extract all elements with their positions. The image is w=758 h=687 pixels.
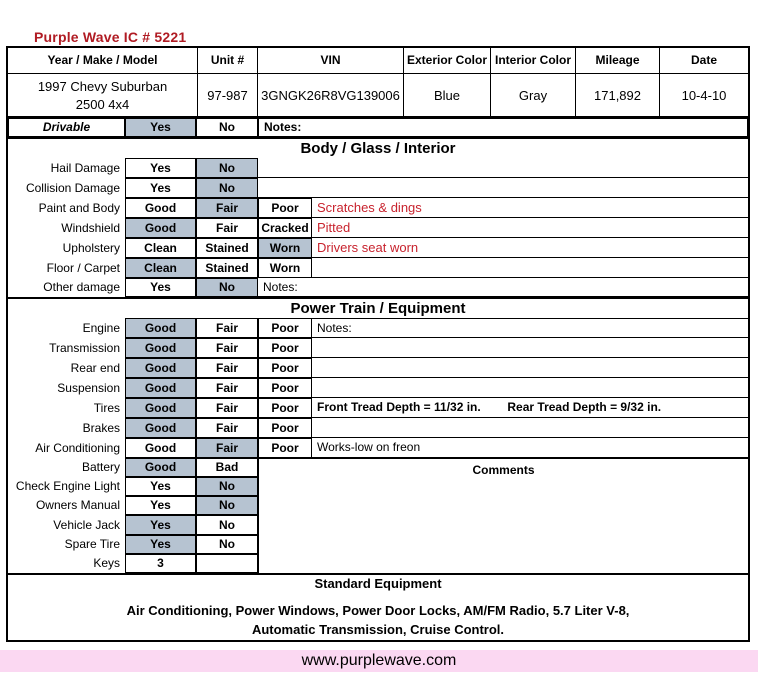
row-label: Brakes bbox=[82, 421, 120, 435]
vehicle-info-table bbox=[8, 48, 748, 118]
comments-box bbox=[258, 458, 748, 573]
option-cell-no: No bbox=[196, 158, 258, 178]
option-cell-fair: Fair bbox=[196, 398, 258, 418]
row-label: Vehicle Jack bbox=[53, 518, 120, 532]
option-cell-no: No bbox=[196, 178, 258, 198]
checklist-row bbox=[8, 358, 748, 378]
drivable-option-no: No bbox=[196, 118, 258, 137]
drivable-row bbox=[8, 118, 748, 137]
vehicle-year-make-model: 1997 Chevy Suburban 2500 4x4 bbox=[8, 74, 198, 118]
option-cell-yes: Yes bbox=[125, 178, 196, 198]
option-cell-no: No bbox=[196, 477, 258, 496]
checklist-row bbox=[8, 218, 748, 238]
option-cell-good: Good bbox=[125, 318, 196, 338]
form-box bbox=[6, 46, 750, 642]
row-note-field: Notes: bbox=[258, 278, 748, 297]
col-header-unit: Unit # bbox=[198, 48, 258, 74]
checklist-row bbox=[8, 278, 748, 297]
option-cell-poor: Poor bbox=[258, 338, 312, 358]
option-cell-good: Good bbox=[125, 198, 196, 218]
option-cell-good: Good bbox=[125, 358, 196, 378]
row-label: Air Conditioning bbox=[35, 441, 120, 455]
option-cell-good: Good bbox=[125, 438, 196, 458]
option-cell-yes: Yes bbox=[125, 158, 196, 178]
checklist-row bbox=[8, 418, 748, 438]
option-cell-good: Good bbox=[125, 378, 196, 398]
option-cell-poor: Poor bbox=[258, 198, 312, 218]
option-cell-poor: Poor bbox=[258, 398, 312, 418]
option-cell-bad: Bad bbox=[196, 458, 258, 477]
option-cell-yes: Yes bbox=[125, 278, 196, 297]
option-cell-good: Good bbox=[125, 418, 196, 438]
option-cell-poor: Poor bbox=[258, 318, 312, 338]
option-cell-yes: Yes bbox=[125, 535, 196, 554]
col-header-date: Date bbox=[660, 48, 748, 74]
option-cell-no: No bbox=[196, 278, 258, 297]
option-cell-fair: Fair bbox=[196, 318, 258, 338]
drivable-option-yes: Yes bbox=[125, 118, 196, 137]
option-cell-worn: Worn bbox=[258, 238, 312, 258]
row-note-field bbox=[312, 378, 748, 398]
col-header-interior-color: Interior Color bbox=[491, 48, 576, 74]
option-cell-good: Good bbox=[125, 218, 196, 238]
option-cell-clean: Clean bbox=[125, 258, 196, 278]
row-note-field bbox=[312, 358, 748, 378]
checklist-row bbox=[8, 178, 748, 198]
row-note-field bbox=[312, 258, 748, 278]
vehicle-unit-number: 97-987 bbox=[198, 74, 258, 118]
drivable-notes-field: Notes: bbox=[258, 118, 748, 137]
row-note-field: Notes: bbox=[312, 318, 748, 338]
checklist-row bbox=[8, 378, 748, 398]
row-label: Rear end bbox=[70, 361, 120, 375]
body-section-title: Body / Glass / Interior bbox=[300, 140, 456, 157]
row-note-field bbox=[312, 338, 748, 358]
vehicle-mileage: 171,892 bbox=[576, 74, 660, 118]
row-label: Battery bbox=[81, 460, 120, 474]
option-cell-no: No bbox=[196, 535, 258, 554]
checklist-row bbox=[8, 398, 748, 418]
divider bbox=[8, 573, 748, 575]
row-label: Tires bbox=[93, 401, 120, 415]
option-cell-poor: Poor bbox=[258, 438, 312, 458]
option-cell-fair: Fair bbox=[196, 198, 258, 218]
option-cell-stained: Stained bbox=[196, 258, 258, 278]
row-label: Owners Manual bbox=[35, 498, 120, 512]
row-note-field bbox=[258, 178, 748, 198]
comments-title: Comments bbox=[472, 463, 535, 477]
standard-equipment-title: Standard Equipment bbox=[314, 576, 442, 591]
option-cell-fair: Fair bbox=[196, 438, 258, 458]
option-cell-fair: Fair bbox=[196, 378, 258, 398]
checklist-row bbox=[8, 198, 748, 218]
col-header-exterior-color: Exterior Color bbox=[404, 48, 491, 74]
option-cell-fair: Fair bbox=[196, 418, 258, 438]
option-cell-no: No bbox=[196, 515, 258, 535]
row-label: Hail Damage bbox=[50, 161, 120, 175]
power-section-title: Power Train / Equipment bbox=[290, 300, 466, 317]
vehicle-exterior-color: Blue bbox=[404, 74, 491, 118]
form-title: Purple Wave IC # 5221 bbox=[34, 29, 187, 45]
row-label: Engine bbox=[82, 321, 120, 335]
option-cell-yes: Yes bbox=[125, 515, 196, 535]
option-cell-fair: Fair bbox=[196, 218, 258, 238]
option-cell-good: Good bbox=[125, 338, 196, 358]
checklist-row bbox=[8, 238, 748, 258]
row-label: Windshield bbox=[61, 221, 120, 235]
option-cell-poor: Poor bbox=[258, 378, 312, 398]
row-label: Paint and Body bbox=[38, 201, 120, 215]
option-cell-yes: Yes bbox=[125, 496, 196, 515]
option-cell-good: Good bbox=[125, 398, 196, 418]
option-cell-good: Good bbox=[125, 458, 196, 477]
row-label: Floor / Carpet bbox=[46, 261, 120, 275]
footer-banner bbox=[0, 650, 758, 672]
row-note-field: Works-low on freon bbox=[312, 438, 748, 458]
row-label: Keys bbox=[93, 556, 120, 570]
checklist-row bbox=[8, 438, 748, 458]
drivable-label: Drivable bbox=[8, 118, 125, 137]
row-note-field: Drivers seat worn bbox=[312, 238, 748, 258]
option-cell-yes: Yes bbox=[125, 477, 196, 496]
row-label: Spare Tire bbox=[64, 537, 120, 551]
row-note-field bbox=[312, 418, 748, 438]
row-label: Transmission bbox=[49, 341, 120, 355]
option-cell-poor: Poor bbox=[258, 418, 312, 438]
vehicle-vin: 3GNGK26R8VG139006 bbox=[258, 74, 404, 118]
row-note-field: Scratches & dings bbox=[312, 198, 748, 218]
row-label: Upholstery bbox=[62, 241, 120, 255]
option-cell-stained: Stained bbox=[196, 238, 258, 258]
checklist-row bbox=[8, 158, 748, 178]
col-header-vin: VIN bbox=[258, 48, 404, 74]
col-header-year-make-model: Year / Make / Model bbox=[8, 48, 198, 74]
row-label: Other damage bbox=[43, 280, 120, 294]
row-note-field: Front Tread Depth = 11/32 in. Rear Tread Depth = 9/32 in. bbox=[312, 398, 748, 418]
option-cell-no: No bbox=[196, 496, 258, 515]
vehicle-date: 10-4-10 bbox=[660, 74, 748, 118]
footer-url: www.purplewave.com bbox=[301, 652, 457, 669]
option-cell-clean: Clean bbox=[125, 238, 196, 258]
option-cell-cracked: Cracked bbox=[258, 218, 312, 238]
checklist-row bbox=[8, 318, 748, 338]
col-header-mileage: Mileage bbox=[576, 48, 660, 74]
row-note-field: Pitted bbox=[312, 218, 748, 238]
vehicle-interior-color: Gray bbox=[491, 74, 576, 118]
option-cell bbox=[196, 554, 258, 573]
option-cell-poor: Poor bbox=[258, 358, 312, 378]
option-cell-fair: Fair bbox=[196, 358, 258, 378]
row-label: Collision Damage bbox=[25, 181, 120, 195]
option-cell-fair: Fair bbox=[196, 338, 258, 358]
row-label: Check Engine Light bbox=[15, 479, 120, 493]
option-cell-worn: Worn bbox=[258, 258, 312, 278]
row-note-field bbox=[258, 158, 748, 178]
checklist-row bbox=[8, 258, 748, 278]
option-cell-3: 3 bbox=[125, 554, 196, 573]
row-label: Suspension bbox=[57, 381, 120, 395]
standard-equipment-line: Automatic Transmission, Cruise Control. bbox=[251, 622, 505, 637]
standard-equipment-line: Air Conditioning, Power Windows, Power Door Locks, AM/FM Radio, 5.7 Liter V-8, bbox=[126, 603, 630, 618]
checklist-row bbox=[8, 338, 748, 358]
